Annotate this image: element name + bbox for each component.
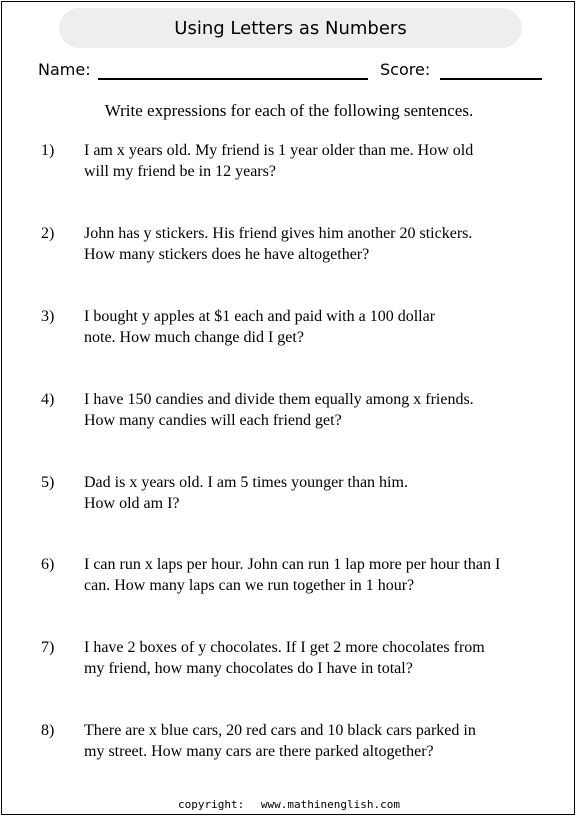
question-line: I have 150 candies and divide them equally among x friends.: [84, 391, 474, 408]
name-score-row: [38, 58, 544, 84]
instructions-text: Write expressions for each of the following sentences.: [104, 101, 474, 120]
score-blank-line[interactable]: [440, 78, 542, 80]
score-label: Score:: [380, 60, 431, 79]
copyright-footer: [2, 798, 576, 811]
question-text: [84, 390, 554, 431]
question-line: I can run x laps per hour. John can run 1 lap more per hour than I: [84, 556, 501, 573]
name-blank-line[interactable]: [98, 78, 368, 80]
copyright-label: copyright:: [178, 798, 245, 811]
question-line: Dad is x years old. I am 5 times younger than him.: [84, 474, 408, 491]
question-line: can. How many laps can we run together in 1 hour?: [84, 576, 415, 594]
worksheet-title: Using Letters as Numbers: [59, 8, 522, 48]
question-text: [84, 141, 554, 182]
question-text: [84, 555, 554, 596]
website-link[interactable]: www.mathinenglish.com: [260, 798, 400, 811]
question-line: I bought y apples at $1 each and paid with a 100 dollar: [84, 308, 436, 325]
question-number: 6): [41, 556, 55, 573]
question-number: 4): [41, 391, 55, 408]
question-text: [84, 473, 554, 514]
question-line: my friend, how many chocolates do I have in total?: [84, 659, 413, 677]
question-line: I have 2 boxes of y chocolates. If I get 2 more chocolates from: [84, 639, 485, 656]
question-line: How many stickers does he have altogether?: [84, 245, 370, 263]
question-number: 5): [41, 474, 55, 491]
question-number: 1): [41, 142, 55, 159]
question-line: I am x years old. My friend is 1 year older than me. How old: [84, 142, 474, 159]
question-number: 2): [41, 225, 55, 242]
question-line: will my friend be in 12 years?: [84, 162, 276, 180]
question-line: John has y stickers. His friend gives him another 20 stickers.: [84, 225, 473, 242]
question-number: 3): [41, 308, 55, 325]
question-line: How many candies will each friend get?: [84, 411, 342, 429]
question-text: [84, 638, 554, 679]
name-label: Name:: [38, 60, 91, 79]
question-text: [84, 721, 554, 762]
question-number: 7): [41, 639, 55, 656]
question-line: How old am I?: [84, 494, 180, 512]
question-line: my street. How many cars are there parked altogether?: [84, 742, 434, 760]
question-text: [84, 307, 554, 348]
question-text: [84, 224, 554, 265]
question-line: note. How much change did I get?: [84, 328, 304, 346]
question-number: 8): [41, 722, 55, 739]
worksheet-page: [1, 1, 575, 815]
question-line: There are x blue cars, 20 red cars and 10 black cars parked in: [84, 722, 476, 739]
